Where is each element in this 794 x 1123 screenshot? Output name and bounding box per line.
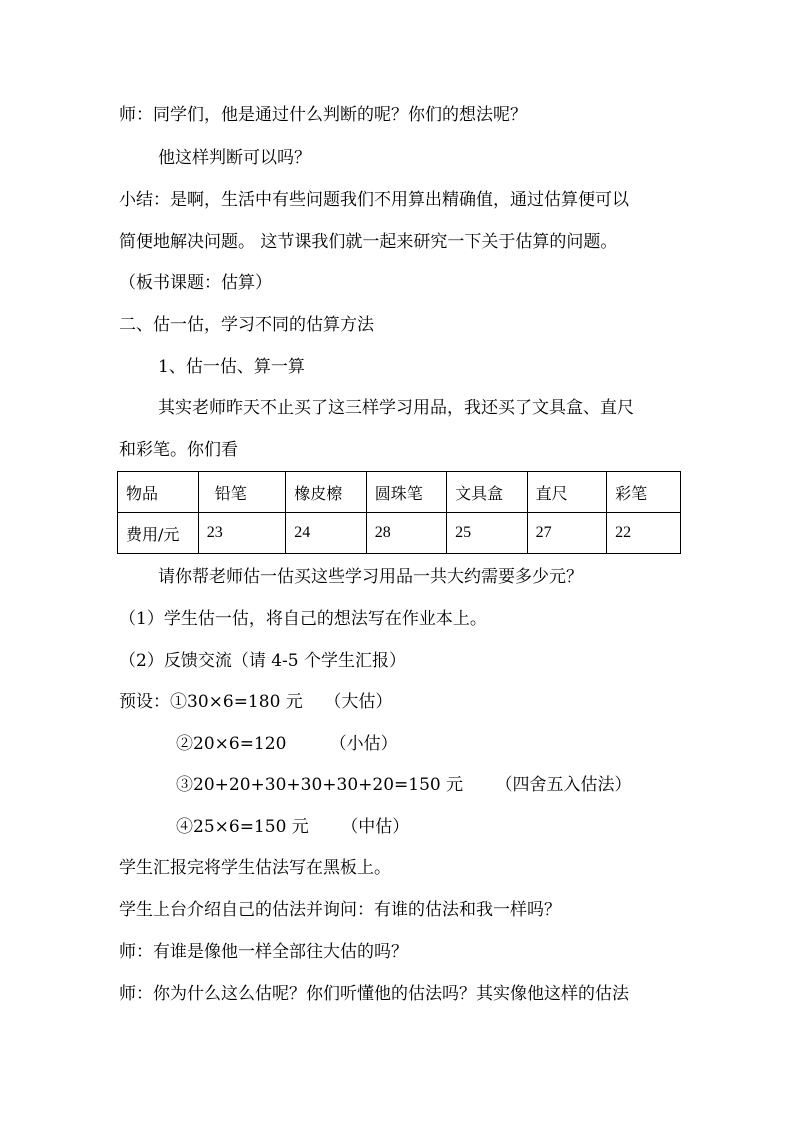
text-line: （板书课题：估算） [119, 273, 272, 293]
table-cell: 物品 [118, 472, 199, 513]
table-cell: 28 [366, 513, 446, 554]
subsection-heading: 1、估一估、算一算 [158, 357, 305, 377]
table-cell: 圆珠笔 [366, 472, 446, 513]
text-line: 其实老师昨天不止买了这三样学习用品，我还买了文具盒、直尺 [158, 398, 634, 418]
table-cell: 文具盒 [447, 472, 527, 513]
text-line: （1）学生估一估，将自己的想法写在作业本上。 [119, 609, 487, 629]
text-line: 预设：①30×6=180 元 （大估） [119, 692, 393, 712]
text-line: 师：有谁是像他一样全部往大估的吗？ [119, 942, 408, 962]
text-line: 学生汇报完将学生估法写在黑板上。 [119, 858, 391, 878]
table-cell: 彩笔 [607, 472, 681, 513]
table-row [118, 513, 681, 554]
text-line: ②20×6=120 （小估） [176, 734, 398, 754]
table-cell: 22 [607, 513, 681, 554]
table-cell: 25 [447, 513, 527, 554]
table-cell: 铅笔 [198, 472, 285, 513]
text-line: （2）反馈交流（请 4-5 个学生汇报） [119, 651, 406, 671]
table-cell: 橡皮檫 [286, 472, 366, 513]
price-table [117, 471, 681, 554]
text-line: ③20+20+30+30+30+20=150 元 （四舍五入估法） [176, 775, 632, 795]
text-line: ④25×6=150 元 （中估） [176, 817, 410, 837]
table-cell: 直尺 [527, 472, 606, 513]
text-line: 和彩笔。你们看 [119, 440, 238, 460]
text-line: 学生上台介绍自己的估法并询问：有谁的估法和我一样吗？ [119, 900, 561, 920]
text-line: 师：同学们，他是通过什么判断的呢？你们的想法呢？ [119, 105, 527, 125]
text-line: 请你帮老师估一估买这些学习用品一共大约需要多少元？ [158, 567, 583, 587]
text-line: 简便地解决问题。 这节课我们就一起来研究一下关于估算的问题。 [119, 232, 618, 252]
table-cell: 24 [286, 513, 366, 554]
text-line: 师：你为什么这么估呢？你们听懂他的估法吗？其实像他这样的估法 [119, 984, 629, 1004]
table-header-row [118, 472, 681, 513]
table-cell: 27 [527, 513, 606, 554]
text-line: 小结：是啊，生活中有些问题我们不用算出精确值，通过估算便可以 [119, 190, 629, 210]
section-heading: 二、估一估，学习不同的估算方法 [119, 315, 374, 335]
table-cell: 23 [198, 513, 285, 554]
text-line: 他这样判断可以吗？ [158, 148, 311, 168]
table-cell: 费用/元 [118, 513, 199, 554]
